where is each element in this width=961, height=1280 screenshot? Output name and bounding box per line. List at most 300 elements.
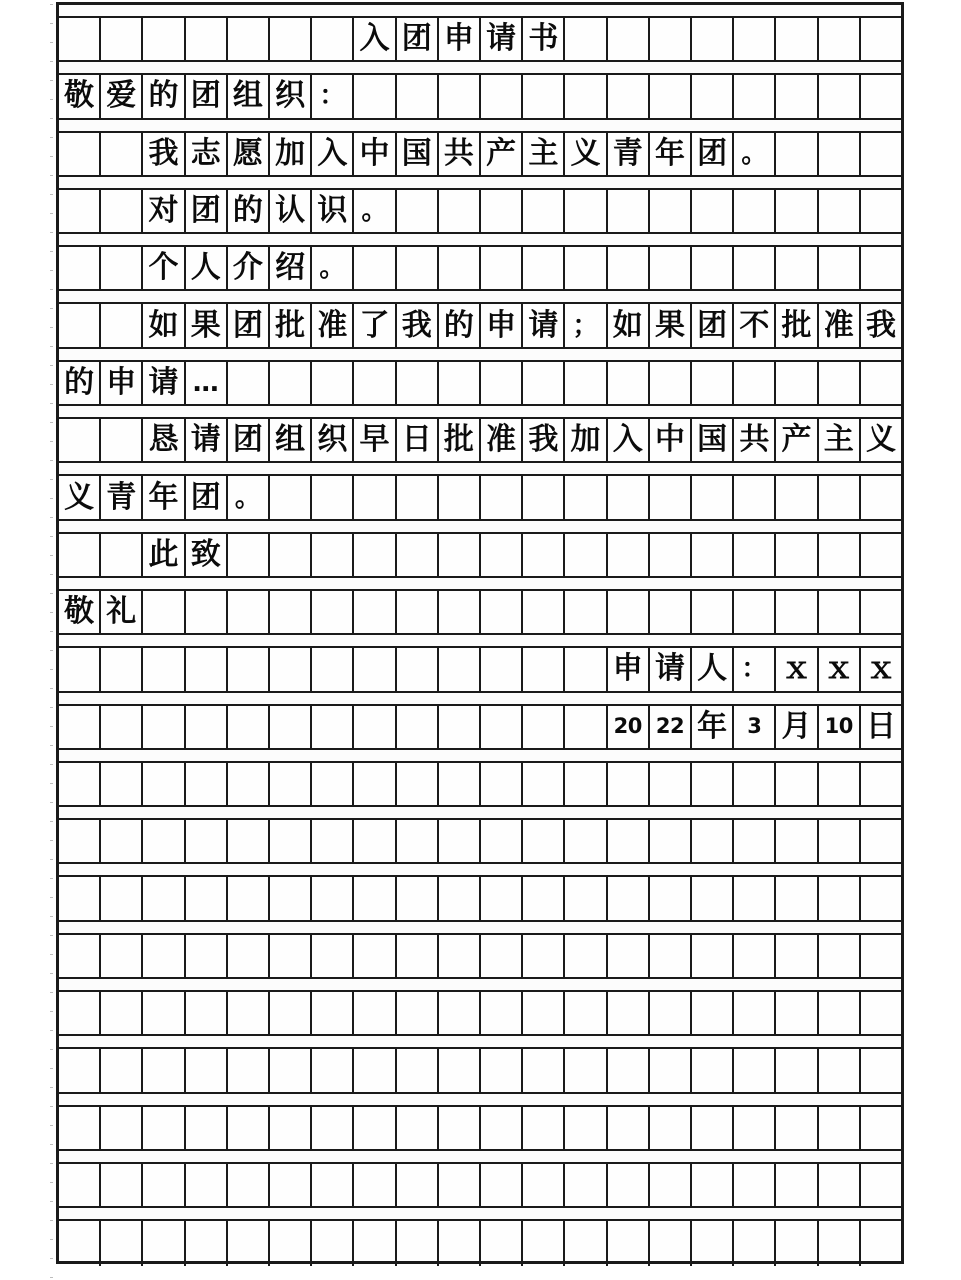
grid-cell-filled[interactable]: ｘ xyxy=(865,651,896,687)
grid-cell-filled[interactable]: 团 xyxy=(228,304,270,346)
grid-cell-empty[interactable] xyxy=(734,877,776,919)
grid-cell-filled[interactable]: 青 xyxy=(101,476,143,518)
grid-cell-empty[interactable] xyxy=(397,1164,439,1206)
grid-cell-empty[interactable] xyxy=(270,476,312,518)
grid-cell-filled[interactable]: 请 xyxy=(650,648,692,690)
grid-cell-empty[interactable] xyxy=(101,133,143,175)
grid-cell-empty[interactable] xyxy=(312,877,354,919)
grid-cell-empty[interactable] xyxy=(186,992,228,1034)
grid-cell-filled[interactable]: 志 xyxy=(186,133,228,175)
grid-cell-filled[interactable]: 主 xyxy=(819,419,861,461)
grid-cell-empty[interactable] xyxy=(692,935,734,977)
grid-cell-empty[interactable] xyxy=(608,190,650,232)
grid-cell-empty[interactable] xyxy=(270,763,312,805)
grid-cell-filled[interactable]: 入 xyxy=(608,419,650,461)
grid-cell-filled[interactable]: 产 xyxy=(481,133,523,175)
grid-cell-empty[interactable] xyxy=(861,877,901,919)
grid-cell-empty[interactable] xyxy=(59,190,101,232)
grid-cell-empty[interactable] xyxy=(397,247,439,289)
grid-cell-filled[interactable]: 不 xyxy=(734,304,776,346)
grid-cell-empty[interactable] xyxy=(186,935,228,977)
grid-cell-filled[interactable]: 。 xyxy=(228,476,270,518)
grid-cell-empty[interactable] xyxy=(565,763,607,805)
grid-cell-empty[interactable] xyxy=(608,877,650,919)
grid-cell-empty[interactable] xyxy=(312,476,354,518)
grid-cell-empty[interactable] xyxy=(228,877,270,919)
grid-cell-empty[interactable] xyxy=(312,534,354,576)
grid-cell-filled[interactable]: 准 xyxy=(819,304,861,346)
grid-cell-empty[interactable] xyxy=(650,1049,692,1091)
grid-cell-empty[interactable] xyxy=(734,18,776,60)
grid-cell-empty[interactable] xyxy=(776,476,818,518)
grid-cell-empty[interactable] xyxy=(101,763,143,805)
grid-cell-empty[interactable] xyxy=(101,419,143,461)
grid-cell-empty[interactable] xyxy=(186,18,228,60)
grid-cell-empty[interactable] xyxy=(565,820,607,862)
grid-cell-empty[interactable] xyxy=(692,877,734,919)
grid-cell-empty[interactable] xyxy=(101,304,143,346)
grid-cell-empty[interactable] xyxy=(692,992,734,1034)
grid-cell-empty[interactable] xyxy=(650,190,692,232)
grid-cell-empty[interactable] xyxy=(692,1221,734,1265)
grid-cell-empty[interactable] xyxy=(186,1107,228,1149)
grid-cell-empty[interactable] xyxy=(481,877,523,919)
grid-cell-empty[interactable] xyxy=(861,1164,901,1206)
grid-cell-empty[interactable] xyxy=(101,992,143,1034)
grid-cell-empty[interactable] xyxy=(143,591,185,633)
grid-cell-empty[interactable] xyxy=(101,935,143,977)
grid-cell-empty[interactable] xyxy=(270,648,312,690)
grid-cell-empty[interactable] xyxy=(523,706,565,748)
grid-cell-empty[interactable] xyxy=(734,476,776,518)
grid-cell-empty[interactable] xyxy=(59,1107,101,1149)
grid-cell-empty[interactable] xyxy=(734,1107,776,1149)
grid-cell-empty[interactable] xyxy=(397,591,439,633)
grid-cell-filled[interactable]: 青 xyxy=(608,133,650,175)
grid-cell-empty[interactable] xyxy=(101,247,143,289)
grid-cell-filled[interactable]: 早 xyxy=(354,419,396,461)
grid-cell-empty[interactable] xyxy=(143,1164,185,1206)
grid-cell-empty[interactable] xyxy=(608,18,650,60)
grid-cell-empty[interactable] xyxy=(59,419,101,461)
grid-cell-empty[interactable] xyxy=(608,820,650,862)
grid-cell-empty[interactable] xyxy=(776,877,818,919)
grid-cell-empty[interactable] xyxy=(354,763,396,805)
grid-cell-filled[interactable]: 团 xyxy=(397,18,439,60)
grid-cell-filled[interactable]: 年 xyxy=(143,476,185,518)
grid-cell-empty[interactable] xyxy=(861,190,901,232)
grid-cell-empty[interactable] xyxy=(565,706,607,748)
grid-cell-filled[interactable]: 日 xyxy=(865,708,896,744)
grid-cell-empty[interactable] xyxy=(143,935,185,977)
grid-cell-empty[interactable] xyxy=(523,75,565,117)
grid-cell-empty[interactable] xyxy=(776,1221,818,1265)
grid-cell-filled[interactable]: 批 xyxy=(270,304,312,346)
grid-cell-empty[interactable] xyxy=(101,1164,143,1206)
grid-cell-empty[interactable] xyxy=(59,247,101,289)
grid-cell-empty[interactable] xyxy=(312,1107,354,1149)
grid-cell-empty[interactable] xyxy=(565,1221,607,1265)
grid-cell-empty[interactable] xyxy=(861,247,901,289)
grid-cell-empty[interactable] xyxy=(565,362,607,404)
grid-cell-empty[interactable] xyxy=(397,877,439,919)
grid-cell-empty[interactable] xyxy=(312,935,354,977)
grid-cell-empty[interactable] xyxy=(439,820,481,862)
grid-cell-filled[interactable]: 绍 xyxy=(270,247,312,289)
grid-cell-filled[interactable]: 人 xyxy=(186,247,228,289)
grid-cell-empty[interactable] xyxy=(565,591,607,633)
grid-cell-empty[interactable] xyxy=(608,75,650,117)
grid-cell-empty[interactable] xyxy=(354,1049,396,1091)
grid-cell-empty[interactable] xyxy=(143,1221,185,1265)
grid-cell-filled[interactable]: 敬 xyxy=(59,591,101,633)
grid-cell-empty[interactable] xyxy=(650,935,692,977)
grid-cell-empty[interactable] xyxy=(59,820,101,862)
grid-cell-empty[interactable] xyxy=(397,190,439,232)
grid-cell-empty[interactable] xyxy=(439,1107,481,1149)
grid-cell-filled[interactable]: 对 xyxy=(143,190,185,232)
grid-cell-filled[interactable]: 共 xyxy=(734,419,776,461)
grid-cell-empty[interactable] xyxy=(354,534,396,576)
grid-cell-empty[interactable] xyxy=(481,75,523,117)
grid-cell-empty[interactable] xyxy=(650,992,692,1034)
grid-cell-filled[interactable]: 认 xyxy=(270,190,312,232)
grid-cell-empty[interactable] xyxy=(692,1107,734,1149)
grid-cell-empty[interactable] xyxy=(861,534,901,576)
grid-cell-filled[interactable]: 愿 xyxy=(228,133,270,175)
grid-cell-empty[interactable] xyxy=(354,591,396,633)
grid-cell-empty[interactable] xyxy=(312,1049,354,1091)
grid-cell-empty[interactable] xyxy=(650,1164,692,1206)
grid-cell-empty[interactable] xyxy=(59,992,101,1034)
grid-cell-empty[interactable] xyxy=(650,591,692,633)
grid-cell-empty[interactable] xyxy=(819,992,861,1034)
grid-cell-filled[interactable]: 组 xyxy=(270,419,312,461)
grid-cell-filled[interactable]: 产 xyxy=(776,419,818,461)
grid-cell-empty[interactable] xyxy=(608,1107,650,1149)
grid-cell-empty[interactable] xyxy=(608,247,650,289)
grid-cell-empty[interactable] xyxy=(861,1049,901,1091)
grid-cell-filled[interactable]: 识 xyxy=(312,190,354,232)
grid-cell-empty[interactable] xyxy=(819,591,861,633)
grid-cell-empty[interactable] xyxy=(734,992,776,1034)
grid-cell-empty[interactable] xyxy=(523,1049,565,1091)
grid-cell-filled[interactable]: 。 xyxy=(734,133,776,175)
grid-cell-empty[interactable] xyxy=(439,247,481,289)
grid-cell-filled[interactable]: ： xyxy=(312,75,354,117)
grid-cell-empty[interactable] xyxy=(59,133,101,175)
grid-cell-empty[interactable] xyxy=(186,763,228,805)
grid-cell-filled[interactable]: 团 xyxy=(186,75,228,117)
grid-cell-filled[interactable]: 果 xyxy=(186,304,228,346)
grid-cell-empty[interactable] xyxy=(481,190,523,232)
grid-cell-empty[interactable] xyxy=(439,648,481,690)
grid-cell-empty[interactable] xyxy=(776,1049,818,1091)
grid-cell-empty[interactable] xyxy=(228,706,270,748)
grid-cell-empty[interactable] xyxy=(692,534,734,576)
grid-cell-filled[interactable]: 书 xyxy=(523,18,565,60)
grid-cell-filled[interactable]: 的 xyxy=(59,362,101,404)
grid-cell-filled[interactable]: 团 xyxy=(186,476,228,518)
grid-cell-empty[interactable] xyxy=(523,648,565,690)
grid-cell-empty[interactable] xyxy=(776,935,818,977)
grid-cell-empty[interactable] xyxy=(608,476,650,518)
grid-cell-filled[interactable]: 申 xyxy=(608,648,650,690)
grid-cell-empty[interactable] xyxy=(228,648,270,690)
grid-cell-filled[interactable]: 日 xyxy=(397,419,439,461)
grid-cell-empty[interactable] xyxy=(523,591,565,633)
grid-cell-empty[interactable] xyxy=(819,1107,861,1149)
grid-cell-empty[interactable] xyxy=(270,534,312,576)
grid-cell-empty[interactable] xyxy=(776,591,818,633)
grid-cell-empty[interactable] xyxy=(481,706,523,748)
grid-cell-empty[interactable] xyxy=(143,763,185,805)
grid-cell-empty[interactable] xyxy=(101,706,143,748)
grid-cell-empty[interactable] xyxy=(270,1164,312,1206)
grid-cell-empty[interactable] xyxy=(523,1107,565,1149)
grid-cell-empty[interactable] xyxy=(861,591,901,633)
grid-cell-filled[interactable]: ： xyxy=(734,648,776,690)
grid-cell-empty[interactable] xyxy=(312,648,354,690)
grid-cell-filled[interactable]: 恳 xyxy=(143,419,185,461)
grid-cell-empty[interactable] xyxy=(650,476,692,518)
grid-cell-empty[interactable] xyxy=(481,476,523,518)
grid-cell-empty[interactable] xyxy=(312,18,354,60)
grid-cell-filled[interactable]: 年 xyxy=(692,706,734,748)
grid-cell-empty[interactable] xyxy=(186,820,228,862)
grid-cell-empty[interactable] xyxy=(650,75,692,117)
grid-cell-empty[interactable] xyxy=(481,1049,523,1091)
grid-cell-filled[interactable]: 如 xyxy=(608,304,650,346)
grid-cell-empty[interactable] xyxy=(354,1164,396,1206)
grid-cell-filled[interactable]: ｘ xyxy=(819,648,861,690)
grid-cell-empty[interactable] xyxy=(692,190,734,232)
grid-cell-filled[interactable]: 我 xyxy=(865,307,896,343)
grid-cell-filled[interactable]: 个 xyxy=(143,247,185,289)
grid-cell-empty[interactable] xyxy=(312,992,354,1034)
grid-cell-empty[interactable] xyxy=(228,1049,270,1091)
grid-cell-empty[interactable] xyxy=(776,18,818,60)
grid-cell-empty[interactable] xyxy=(228,1107,270,1149)
grid-cell-filled[interactable]: 。 xyxy=(312,247,354,289)
grid-cell-empty[interactable] xyxy=(354,935,396,977)
grid-cell-empty[interactable] xyxy=(481,534,523,576)
grid-cell-filled[interactable]: 批 xyxy=(439,419,481,461)
grid-cell-empty[interactable] xyxy=(481,648,523,690)
grid-cell-empty[interactable] xyxy=(397,362,439,404)
grid-cell-empty[interactable] xyxy=(270,1221,312,1265)
grid-cell-filled[interactable]: 10 xyxy=(819,706,861,748)
grid-cell-empty[interactable] xyxy=(481,1107,523,1149)
grid-cell-empty[interactable] xyxy=(439,1049,481,1091)
grid-cell-empty[interactable] xyxy=(228,1221,270,1265)
grid-cell-empty[interactable] xyxy=(228,534,270,576)
grid-cell-empty[interactable] xyxy=(692,1049,734,1091)
grid-cell-empty[interactable] xyxy=(312,820,354,862)
grid-cell-empty[interactable] xyxy=(776,820,818,862)
grid-cell-empty[interactable] xyxy=(186,877,228,919)
grid-cell-empty[interactable] xyxy=(354,75,396,117)
grid-cell-empty[interactable] xyxy=(734,534,776,576)
grid-cell-empty[interactable] xyxy=(819,190,861,232)
grid-cell-empty[interactable] xyxy=(523,190,565,232)
grid-cell-empty[interactable] xyxy=(608,1221,650,1265)
grid-cell-empty[interactable] xyxy=(101,1107,143,1149)
grid-cell-empty[interactable] xyxy=(692,18,734,60)
grid-cell-filled[interactable]: ； xyxy=(565,304,607,346)
grid-cell-empty[interactable] xyxy=(439,362,481,404)
grid-cell-empty[interactable] xyxy=(776,247,818,289)
grid-cell-filled[interactable]: 共 xyxy=(439,133,481,175)
grid-cell-filled[interactable]: 批 xyxy=(776,304,818,346)
grid-cell-empty[interactable] xyxy=(523,247,565,289)
grid-cell-filled[interactable]: 了 xyxy=(354,304,396,346)
grid-cell-empty[interactable] xyxy=(819,133,861,175)
grid-cell-empty[interactable] xyxy=(565,935,607,977)
grid-cell-empty[interactable] xyxy=(270,820,312,862)
grid-cell-empty[interactable] xyxy=(861,992,901,1034)
grid-cell-filled[interactable]: 此 xyxy=(143,534,185,576)
grid-cell-filled[interactable]: 义 xyxy=(865,422,896,458)
grid-cell-empty[interactable] xyxy=(312,1221,354,1265)
grid-cell-empty[interactable] xyxy=(692,75,734,117)
grid-cell-filled[interactable]: 我 xyxy=(397,304,439,346)
grid-cell-empty[interactable] xyxy=(228,992,270,1034)
grid-cell-empty[interactable] xyxy=(523,1164,565,1206)
grid-cell-empty[interactable] xyxy=(692,476,734,518)
grid-cell-filled[interactable]: 礼 xyxy=(101,591,143,633)
grid-cell-empty[interactable] xyxy=(439,476,481,518)
grid-cell-empty[interactable] xyxy=(354,648,396,690)
grid-cell-empty[interactable] xyxy=(143,992,185,1034)
grid-cell-filled[interactable]: 如 xyxy=(143,304,185,346)
grid-cell-empty[interactable] xyxy=(776,362,818,404)
grid-cell-empty[interactable] xyxy=(819,820,861,862)
grid-cell-empty[interactable] xyxy=(270,362,312,404)
grid-cell-empty[interactable] xyxy=(439,935,481,977)
grid-cell-empty[interactable] xyxy=(650,763,692,805)
grid-cell-filled[interactable]: 团 xyxy=(692,133,734,175)
grid-cell-empty[interactable] xyxy=(270,992,312,1034)
grid-cell-filled[interactable]: 的 xyxy=(439,304,481,346)
grid-cell-empty[interactable] xyxy=(819,1049,861,1091)
grid-cell-empty[interactable] xyxy=(312,706,354,748)
grid-cell-empty[interactable] xyxy=(228,362,270,404)
grid-cell-empty[interactable] xyxy=(354,362,396,404)
grid-cell-empty[interactable] xyxy=(59,1049,101,1091)
grid-cell-empty[interactable] xyxy=(523,877,565,919)
grid-cell-empty[interactable] xyxy=(354,877,396,919)
grid-cell-empty[interactable] xyxy=(397,1049,439,1091)
grid-cell-filled[interactable]: 义 xyxy=(59,476,101,518)
grid-cell-empty[interactable] xyxy=(819,763,861,805)
grid-cell-empty[interactable] xyxy=(397,75,439,117)
grid-cell-filled[interactable]: 我 xyxy=(523,419,565,461)
grid-cell-empty[interactable] xyxy=(143,648,185,690)
grid-cell-empty[interactable] xyxy=(819,935,861,977)
grid-cell-filled[interactable]: 月 xyxy=(776,706,818,748)
grid-cell-empty[interactable] xyxy=(101,1049,143,1091)
grid-cell-empty[interactable] xyxy=(59,935,101,977)
grid-cell-empty[interactable] xyxy=(270,877,312,919)
grid-cell-empty[interactable] xyxy=(692,820,734,862)
grid-cell-empty[interactable] xyxy=(270,935,312,977)
grid-cell-filled[interactable]: 申 xyxy=(439,18,481,60)
grid-cell-filled[interactable]: ｘ xyxy=(776,648,818,690)
grid-cell-empty[interactable] xyxy=(565,648,607,690)
grid-cell-empty[interactable] xyxy=(59,18,101,60)
grid-cell-empty[interactable] xyxy=(270,1049,312,1091)
grid-cell-empty[interactable] xyxy=(59,877,101,919)
grid-cell-empty[interactable] xyxy=(481,1221,523,1265)
grid-cell-filled[interactable]: 入 xyxy=(354,18,396,60)
grid-cell-empty[interactable] xyxy=(186,1164,228,1206)
grid-cell-empty[interactable] xyxy=(143,820,185,862)
grid-cell-empty[interactable] xyxy=(819,362,861,404)
grid-cell-empty[interactable] xyxy=(776,1164,818,1206)
grid-cell-empty[interactable] xyxy=(734,362,776,404)
grid-cell-empty[interactable] xyxy=(397,476,439,518)
grid-cell-filled[interactable]: 入 xyxy=(312,133,354,175)
grid-cell-empty[interactable] xyxy=(101,877,143,919)
grid-cell-empty[interactable] xyxy=(481,763,523,805)
grid-cell-filled[interactable]: 爱 xyxy=(101,75,143,117)
grid-cell-empty[interactable] xyxy=(312,362,354,404)
grid-cell-empty[interactable] xyxy=(354,820,396,862)
grid-cell-empty[interactable] xyxy=(439,1164,481,1206)
grid-cell-empty[interactable] xyxy=(523,992,565,1034)
grid-cell-empty[interactable] xyxy=(776,1107,818,1149)
grid-cell-empty[interactable] xyxy=(354,706,396,748)
grid-cell-empty[interactable] xyxy=(861,133,901,175)
grid-cell-empty[interactable] xyxy=(270,1107,312,1149)
grid-cell-empty[interactable] xyxy=(481,247,523,289)
grid-cell-filled[interactable]: 中 xyxy=(650,419,692,461)
grid-cell-empty[interactable] xyxy=(650,18,692,60)
grid-cell-filled[interactable]: 果 xyxy=(650,304,692,346)
grid-cell-filled[interactable]: 3 xyxy=(734,706,776,748)
grid-cell-empty[interactable] xyxy=(397,706,439,748)
grid-cell-empty[interactable] xyxy=(143,706,185,748)
grid-cell-empty[interactable] xyxy=(481,935,523,977)
grid-cell-empty[interactable] xyxy=(439,992,481,1034)
grid-cell-empty[interactable] xyxy=(59,648,101,690)
grid-cell-empty[interactable] xyxy=(186,591,228,633)
grid-cell-filled[interactable]: 申 xyxy=(101,362,143,404)
grid-cell-empty[interactable] xyxy=(819,1164,861,1206)
grid-cell-empty[interactable] xyxy=(228,591,270,633)
grid-cell-empty[interactable] xyxy=(565,18,607,60)
grid-cell-empty[interactable] xyxy=(565,1164,607,1206)
grid-cell-filled[interactable]: 国 xyxy=(692,419,734,461)
grid-cell-empty[interactable] xyxy=(861,18,901,60)
grid-cell-empty[interactable] xyxy=(692,247,734,289)
grid-cell-empty[interactable] xyxy=(650,1107,692,1149)
grid-cell-empty[interactable] xyxy=(186,648,228,690)
grid-cell-filled[interactable]: 组 xyxy=(228,75,270,117)
grid-cell-empty[interactable] xyxy=(186,706,228,748)
grid-cell-filled[interactable]: 人 xyxy=(692,648,734,690)
grid-cell-empty[interactable] xyxy=(650,1221,692,1265)
grid-cell-empty[interactable] xyxy=(565,877,607,919)
grid-cell-filled[interactable]: 团 xyxy=(692,304,734,346)
grid-cell-filled[interactable]: 团 xyxy=(186,190,228,232)
grid-cell-empty[interactable] xyxy=(692,763,734,805)
grid-cell-filled[interactable]: 的 xyxy=(143,75,185,117)
grid-cell-filled[interactable]: 年 xyxy=(650,133,692,175)
grid-cell-empty[interactable] xyxy=(270,18,312,60)
grid-cell-empty[interactable] xyxy=(397,992,439,1034)
